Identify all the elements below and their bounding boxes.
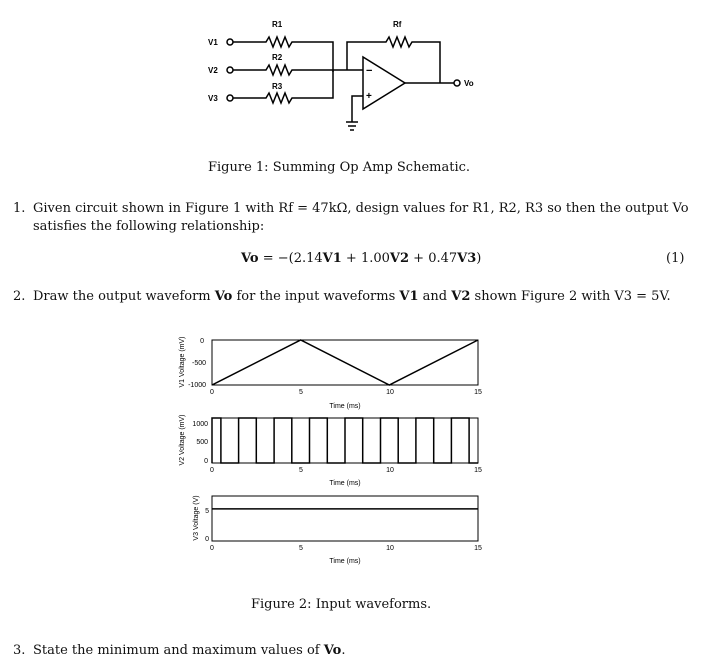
v1-label: V1 — [208, 38, 218, 47]
v2-plot — [179, 415, 482, 487]
figure1-caption: Figure 1: Summing Op Amp Schematic. — [208, 160, 471, 175]
q3-part: . — [341, 643, 346, 658]
q3-vo: Vo — [323, 643, 342, 658]
r2-resistor — [233, 65, 333, 75]
q2-v1: V1 — [399, 289, 419, 304]
figure2-caption: Figure 2: Input waveforms. — [251, 597, 432, 612]
q3-part: State the minimum and maximum values of — [33, 643, 324, 658]
equation-part: ) — [476, 251, 482, 266]
vo-label: Vo — [464, 79, 474, 88]
v1-ylabel: V1 Voltage (mV) — [179, 336, 186, 388]
equation-lhs: Vo — [241, 251, 259, 266]
q2-part: for the input waveforms — [232, 289, 400, 304]
equation-number: (1) — [666, 251, 685, 266]
q2-number: 2. — [13, 289, 26, 304]
r3-label: R3 — [272, 82, 283, 91]
v3-ytick: 5 — [205, 508, 209, 515]
v3-plot-axes — [212, 496, 478, 541]
v3-terminal — [227, 95, 233, 101]
v2-ylabel: V2 Voltage (mV) — [179, 414, 186, 466]
equation-part: + 1.00 — [341, 251, 390, 266]
op-amp-minus: − — [366, 65, 373, 77]
summing-op-amp-schematic — [0, 0, 718, 150]
equation-part: = −(2.14 — [258, 251, 323, 266]
equation-v2: V2 — [389, 251, 410, 266]
input-waveforms-figure — [0, 320, 718, 580]
v1-xtick: 10 — [386, 389, 394, 396]
v1-xtick: 15 — [474, 389, 482, 396]
v3-plot — [193, 495, 482, 565]
v2-waveform-line — [212, 418, 478, 463]
equation-part: + 0.47 — [409, 251, 458, 266]
v2-ytick: 1000 — [192, 421, 208, 428]
q2-part: Draw the output waveform — [33, 289, 215, 304]
v2-ytick: 500 — [196, 439, 208, 446]
v2-xtick: 5 — [299, 467, 303, 474]
q2-text — [33, 289, 671, 305]
v1-ytick: -1000 — [188, 382, 206, 389]
vo-terminal — [454, 80, 460, 86]
v1-xtick: 0 — [210, 389, 214, 396]
v2-xtick: 0 — [210, 467, 214, 474]
q2-vo: Vo — [214, 289, 233, 304]
v3-xtick: 0 — [210, 545, 214, 552]
v1-plot — [179, 337, 482, 410]
v1-terminal — [227, 39, 233, 45]
equation-v1: V1 — [322, 251, 342, 266]
v3-xtick: 10 — [386, 545, 394, 552]
v3-ytick: 0 — [205, 536, 209, 543]
v3-label: V3 — [208, 94, 218, 103]
equation-1 — [241, 251, 481, 267]
v1-waveform-line — [212, 340, 478, 385]
v1-xlabel: Time (ms) — [329, 403, 361, 410]
v2-label: V2 — [208, 66, 218, 75]
q1-number: 1. — [13, 201, 26, 216]
r1-resistor — [233, 37, 333, 72]
q3-text — [33, 643, 345, 659]
ground-icon — [346, 122, 358, 130]
ground-wire — [352, 96, 363, 122]
q2-v2: V2 — [451, 289, 471, 304]
q2-part: shown Figure 2 with V3 = 5V. — [470, 289, 671, 304]
v3-xlabel: Time (ms) — [329, 558, 361, 565]
r3-resistor — [233, 70, 333, 103]
q1-text-line1: Given circuit shown in Figure 1 with Rf = 47kΩ, design values for R1, R2, R3 so then the output Vo — [33, 201, 689, 216]
q3-number: 3. — [13, 643, 26, 658]
r1-label: R1 — [272, 20, 283, 29]
op-amp-plus: + — [366, 91, 372, 102]
v2-xtick: 15 — [474, 467, 482, 474]
rf-label: Rf — [393, 20, 402, 29]
q1-text-line2: satisfies the following relationship: — [33, 219, 265, 234]
q2-part: and — [418, 289, 452, 304]
v3-xtick: 15 — [474, 545, 482, 552]
v2-xtick: 10 — [386, 467, 394, 474]
v1-xtick: 5 — [299, 389, 303, 396]
v2-terminal — [227, 67, 233, 73]
v2-xlabel: Time (ms) — [329, 480, 361, 487]
v3-xtick: 5 — [299, 545, 303, 552]
v3-ylabel: V3 Voltage (V) — [193, 495, 200, 541]
v2-ytick: 0 — [204, 458, 208, 465]
r2-label: R2 — [272, 53, 283, 62]
v1-ytick: -500 — [191, 360, 206, 367]
equation-v3: V3 — [457, 251, 477, 266]
v1-ytick: 0 — [200, 338, 204, 345]
